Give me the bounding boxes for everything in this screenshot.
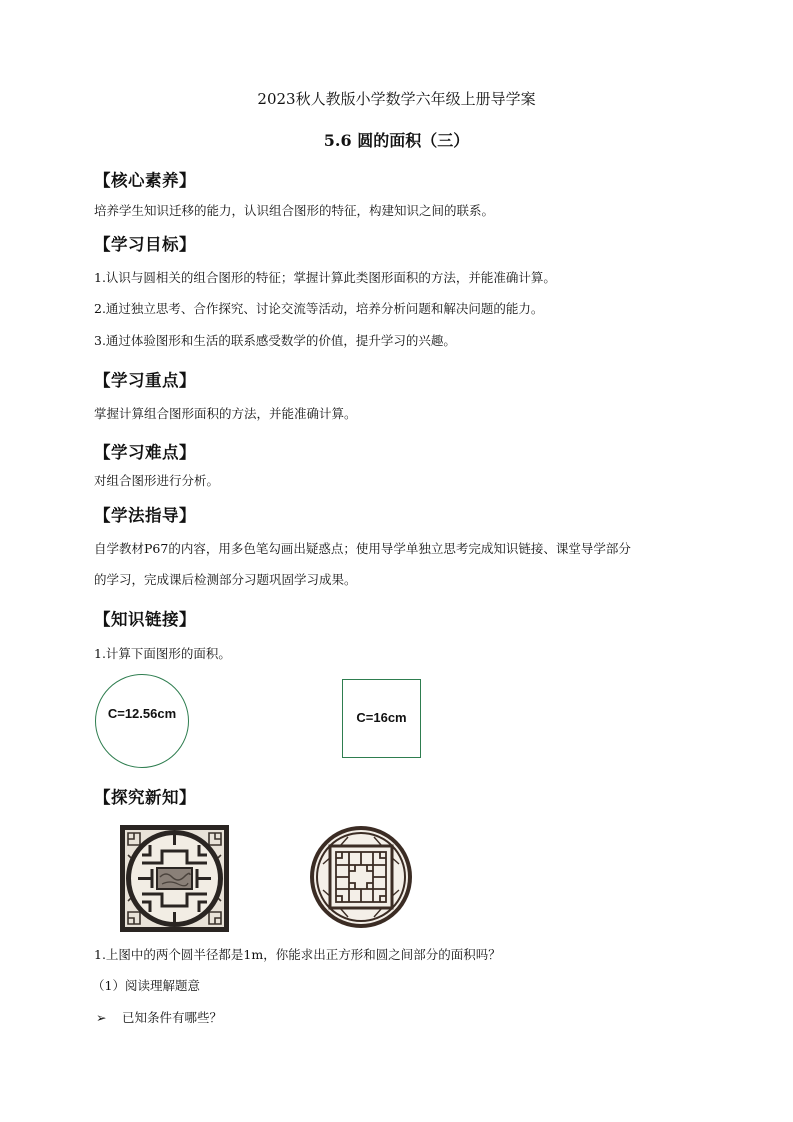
heading-core: 【核心素养】 — [94, 171, 196, 190]
circle-window-image — [308, 824, 414, 930]
method-text-line2: 的学习，完成课后检测部分习题巩固学习成果。 — [94, 572, 357, 587]
goal-item-3: 3.通过体验图形和生活的联系感受数学的价值，提升学习的兴趣。 — [94, 333, 456, 348]
core-text: 培养学生知识迁移的能力，认识组合图形的特征，构建知识之间的联系。 — [94, 203, 495, 218]
explore-sub1: （1）阅读理解题意 — [92, 978, 200, 993]
difficulties-text: 对组合图形进行分析。 — [94, 473, 220, 488]
heading-method: 【学法指导】 — [94, 506, 196, 525]
circle-figure — [95, 674, 189, 768]
document-title: 2023秋人教版小学数学六年级上册导学案 — [257, 90, 536, 108]
heading-knowledge-link: 【知识链接】 — [94, 610, 196, 629]
heading-goals: 【学习目标】 — [94, 235, 196, 254]
heading-key-points: 【学习重点】 — [94, 371, 196, 390]
explore-question: 1.上图中的两个圆半径都是1m，你能求出正方形和圆之间部分的面积吗？ — [94, 947, 501, 962]
square-window-image — [120, 825, 229, 932]
bullet-arrow-icon: ➢ — [96, 1010, 107, 1025]
method-text-line1: 自学教材P67的内容，用多色笔勾画出疑惑点；使用导学单独立思考完成知识链接、课堂导学部分 — [94, 541, 631, 556]
goal-item-2: 2.通过独立思考、合作探究、讨论交流等活动，培养分析问题和解决问题的能力。 — [94, 301, 544, 316]
knowledge-question: 1.计算下面图形的面积。 — [94, 646, 231, 661]
explore-bullet-text: 已知条件有哪些？ — [122, 1010, 223, 1025]
document-subtitle: 5.6 圆的面积（三） — [323, 131, 470, 150]
heading-explore: 【探究新知】 — [94, 788, 196, 807]
heading-difficulties: 【学习难点】 — [94, 443, 196, 462]
circle-label: C=12.56cm — [107, 706, 177, 721]
square-label: C=16cm — [356, 710, 407, 725]
goal-item-1: 1.认识与圆相关的组合图形的特征；掌握计算此类图形面积的方法，并能准确计算。 — [94, 270, 556, 285]
key-points-text: 掌握计算组合图形面积的方法，并能准确计算。 — [94, 406, 357, 421]
